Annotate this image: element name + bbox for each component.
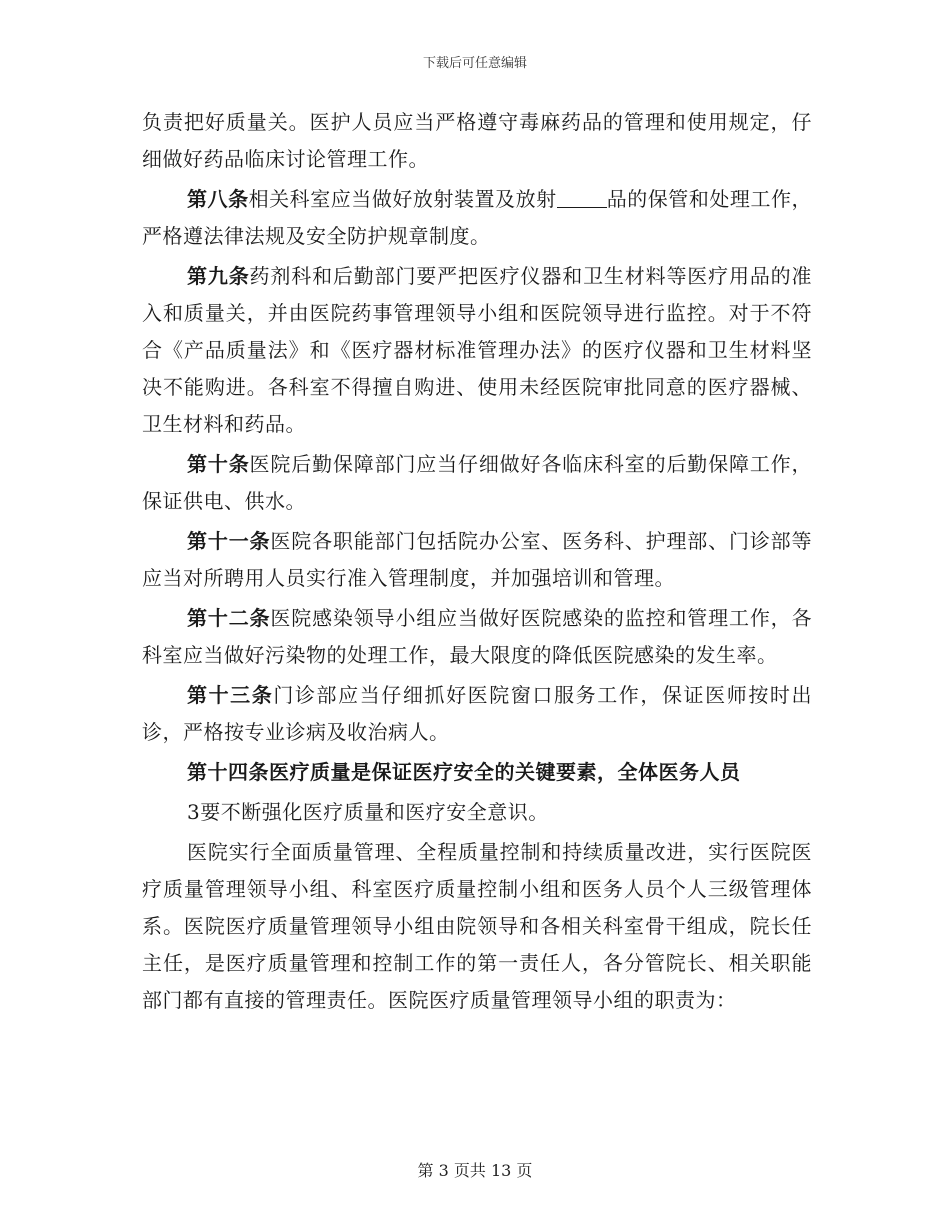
article-number: 第九条	[187, 264, 250, 288]
paragraph-article-11	[142, 523, 812, 597]
paragraph-text: 药剂科和后勤部门要严把医疗仪器和卫生材料等医疗用品的准入和质量关，并由医院药事管理领导小组和医院领导进行监控。对于不符合《产品质量法》和《医疗器材标准管理办法》的医疗仪器和卫生材料坚决不能购进。各科室不得擅自购进、使用未经医院审批同意的医疗器械、卫生材料和药品。	[142, 264, 813, 436]
document-body	[142, 104, 812, 1022]
paragraph-article-12	[142, 600, 812, 674]
paragraph-quality-management	[142, 834, 812, 1019]
page-number: 第 3 页共 13 页	[417, 1161, 533, 1180]
paragraph-text: 医院后勤保障部门应当仔细做好各临床科室的后勤保障工作，保证供电、供水。	[142, 452, 813, 513]
paragraph-article-13	[142, 677, 812, 751]
paragraph-text: 医院实行全面质量管理、全程质量控制和持续质量改进，实行医院医疗质量管理领导小组、科室医疗质量控制小组和医务人员个人三级管理体系。医院医疗质量管理领导小组由院领导和各相关科室骨干组成，院长任主任，是医疗质量管理和控制工作的第一责任人，各分管院长、相关职能部门都有直接的管理责任。医院医疗质量管理领导小组的职责为：	[142, 840, 812, 1012]
paragraph-text: 门诊部应当仔细抓好医院窗口服务工作，保证医师按时出诊，严格按专业诊病及收治病人。	[142, 683, 813, 744]
article-number: 第八条	[187, 187, 249, 211]
article-number: 第十一条	[187, 529, 271, 553]
paragraph-text: 负责把好质量关。医护人员应当严格遵守毒麻药品的管理和使用规定，仔细做好药品临床讨论管理工作。	[142, 110, 812, 171]
article-heading: 第十四条医疗质量是保证医疗安全的关键要素，全体医务人员	[187, 760, 741, 784]
paragraph-text: 相关科室应当做好放射装置及放射	[248, 187, 557, 211]
paragraph-article-10	[142, 446, 812, 520]
paragraph-text: 品的保管和处理工作，严格遵法律法规及安全防护规章制度。	[142, 187, 813, 248]
paragraph-article-14-body	[142, 794, 812, 831]
paragraph-text: 医院感染领导小组应当做好医院感染的监控和管理工作，各科室应当做好污染物的处理工作，最大限度的降低医院感染的发生率。	[142, 606, 813, 667]
page-header: 下载后可任意编辑	[422, 56, 527, 71]
article-number: 第十二条	[187, 606, 271, 630]
article-number: 第十条	[187, 452, 250, 476]
paragraph-article-9	[142, 258, 812, 443]
article-number: 第十三条	[187, 683, 274, 707]
paragraph-article-14-heading	[142, 754, 812, 791]
fill-in-blank	[557, 187, 607, 208]
paragraph-article-8	[142, 181, 812, 255]
paragraph-0	[142, 104, 812, 178]
paragraph-text: 医院各职能部门包括院办公室、医务科、护理部、门诊部等应当对所聘用人员实行准入管理制度，并加强培训和管理。	[142, 529, 813, 590]
paragraph-text: 3要不断强化医疗质量和医疗安全意识。	[187, 800, 549, 824]
